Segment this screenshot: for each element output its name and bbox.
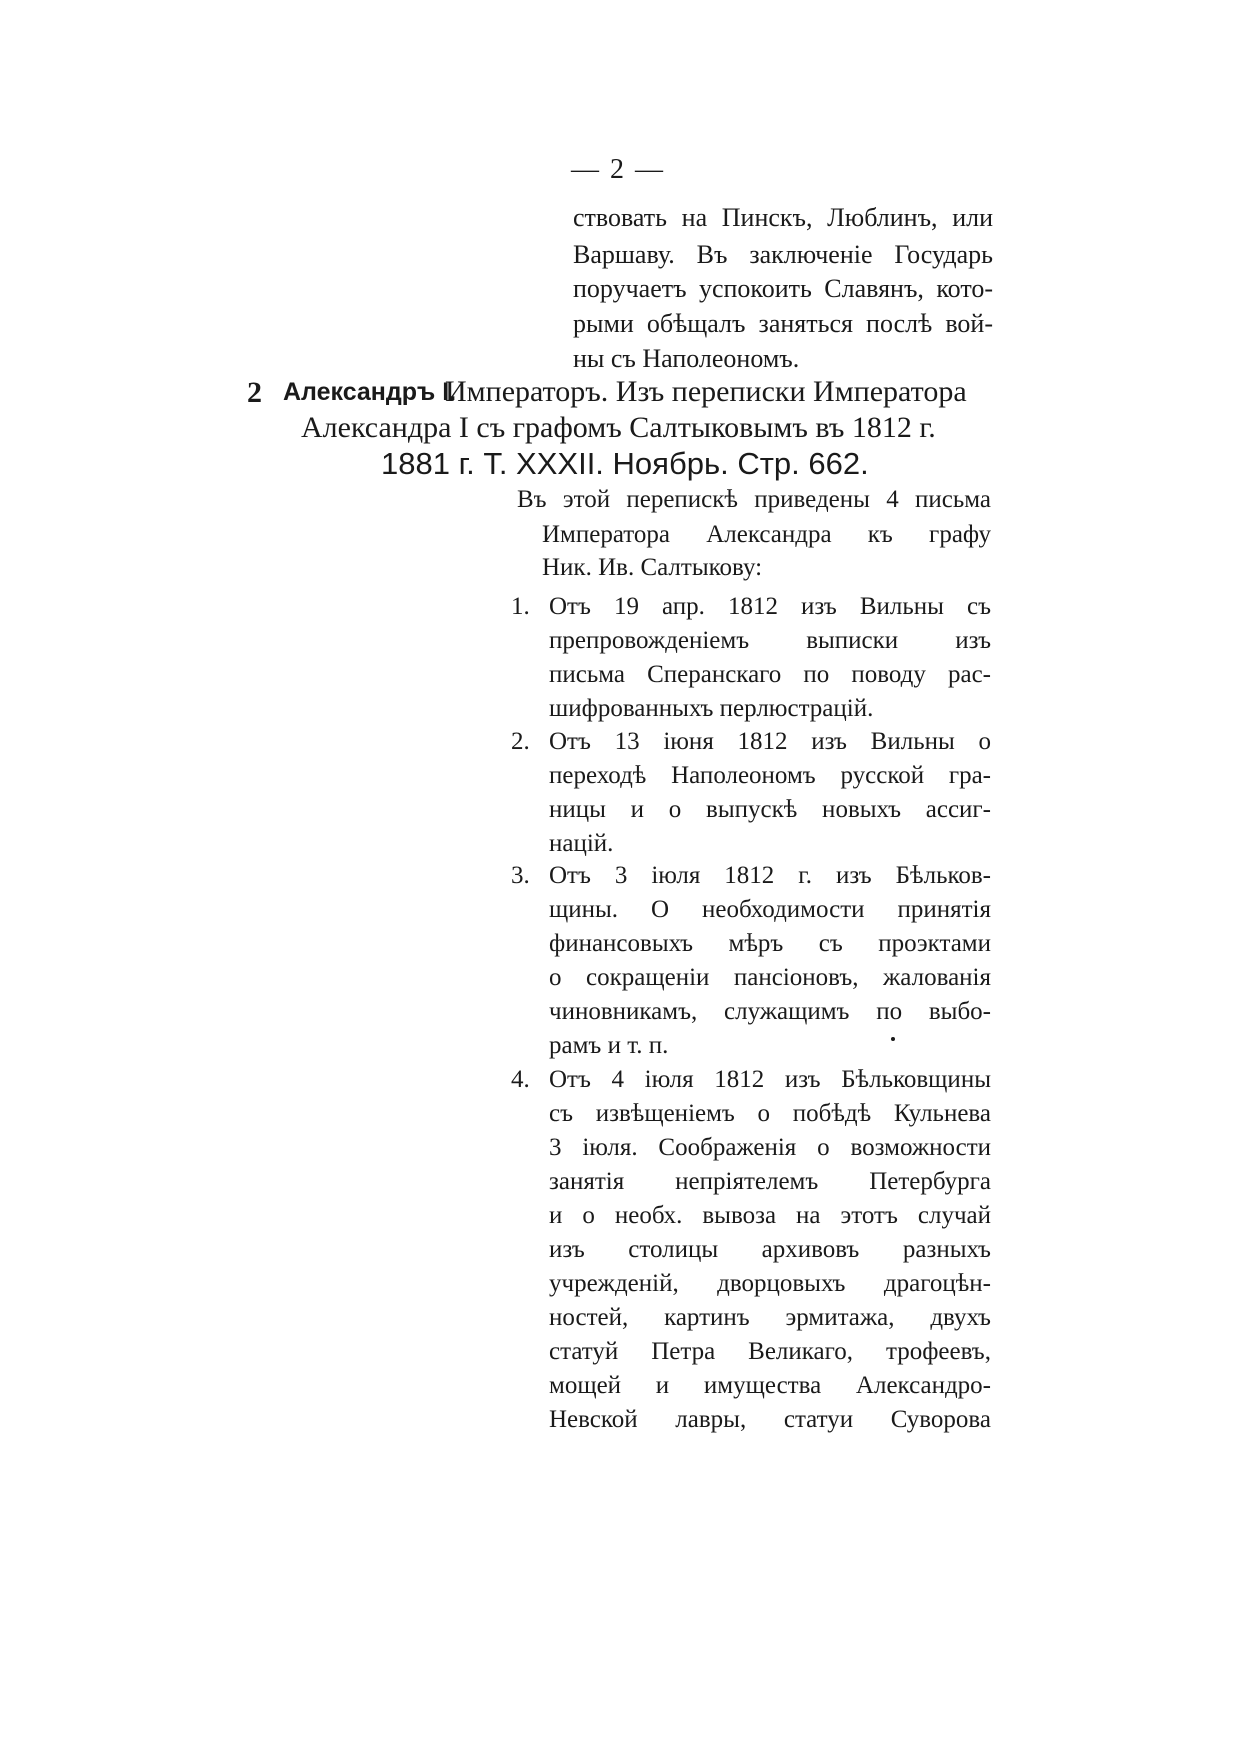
letter-number: 2. [511,728,530,755]
letter-line: ностей, картинъ эрмитажа, двухъ [549,1304,991,1331]
letter-line: переходѣ Наполеономъ русской гра- [549,762,991,789]
letter-line: письма Сперанскаго по поводу рас- [549,661,991,688]
letter-line: статуй Петра Великаго, трофеевъ, [549,1338,991,1365]
letter-number: 1. [511,593,530,620]
entry-intro-line: Въ этой перепискѣ приведены 4 письма [517,486,991,513]
letter-line: націй. [549,830,614,857]
continuation-line: рыми обѣщалъ заняться послѣ вой- [573,309,993,338]
letter-line: Отъ 13 іюня 1812 изъ Вильны о [549,728,991,755]
letter-line: изъ столицы архивовъ разныхъ [549,1236,991,1263]
letter-line: Отъ 3 іюля 1812 г. изъ Бѣльков- [549,862,991,889]
print-speck [891,1037,895,1041]
letter-line: чиновникамъ, служащимъ по выбо- [549,998,991,1025]
continuation-line: ствовать на Пинскъ, Люблинъ, или [573,203,993,232]
page-number: — 2 — [571,154,665,185]
entry-intro-line: Императора Александра къ графу [542,521,991,548]
entry-title: Александра I съ графомъ Салтыковымъ въ 1812 г. [301,411,936,444]
letter-line: съ извѣщеніемъ о побѣдѣ Кульнева [549,1100,991,1127]
letter-line: рамъ и т. п. [549,1032,669,1059]
letter-line: ницы и о выпускѣ новыхъ ассиг- [549,796,991,823]
letter-line: о сокращеніи пансіоновъ, жалованія [549,964,991,991]
letter-line: Отъ 4 іюля 1812 изъ Бѣльковщины [549,1066,991,1093]
letter-line: мощей и имущества Александро- [549,1372,991,1399]
letter-line: и о необх. вывоза на этотъ случай [549,1202,991,1229]
entry-citation: 1881 г. Т. XXXII. Ноябрь. Стр. 662. [381,446,869,481]
letter-line: Невской лавры, статуи Суворова [549,1406,991,1433]
entry-number: 2 [247,376,262,409]
letter-line: занятія непріятелемъ Петербурга [549,1168,991,1195]
letter-line: 3 іюля. Соображенія о возможности [549,1134,991,1161]
letter-line: финансовыхъ мѣръ съ проэктами [549,930,991,957]
letter-line: шифрованныхъ перлюстрацій. [549,695,874,722]
entry-intro-line: Ник. Ив. Салтыкову: [542,554,763,581]
letter-number: 4. [511,1066,530,1093]
continuation-line: поручаетъ успокоить Славянъ, кото- [573,274,993,303]
letter-line: учрежденій, дворцовыхъ драгоцѣн- [549,1270,991,1297]
entry-title: Императоръ. Изъ переписки Императора [445,375,967,408]
letter-line: Отъ 19 апр. 1812 изъ Вильны съ [549,593,991,620]
letter-line: щины. О необходимости принятія [549,896,991,923]
letter-line: препровожденіемъ выписки изъ [549,627,991,654]
entry-author: Александръ I. [283,378,457,406]
letter-number: 3. [511,862,530,889]
continuation-line: Варшаву. Въ заключеніе Государь [573,240,993,269]
continuation-line: ны съ Наполеономъ. [573,344,800,373]
